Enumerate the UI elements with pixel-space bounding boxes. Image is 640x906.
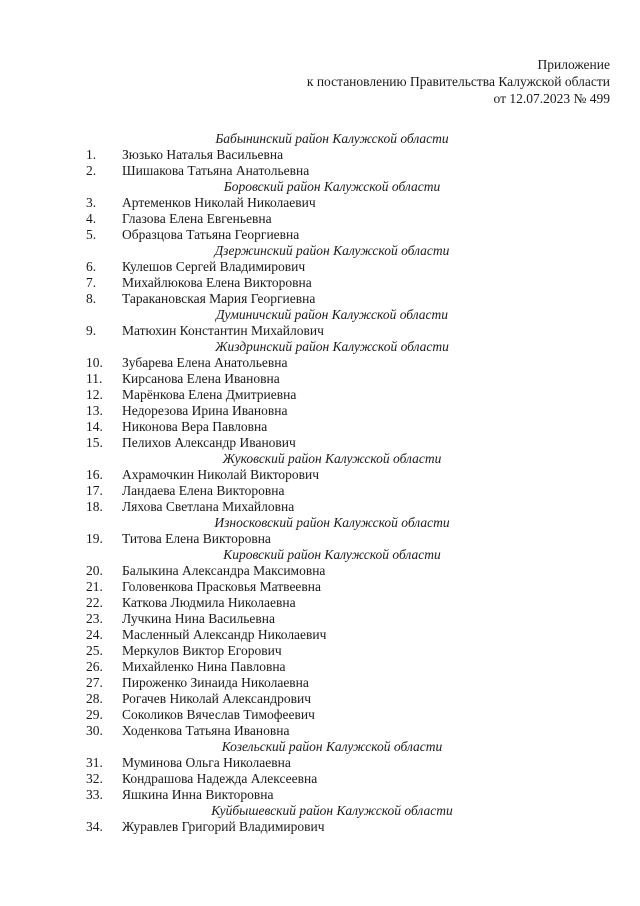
list-item bbox=[0, 147, 640, 163]
item-number: 25. bbox=[86, 643, 103, 658]
appendix-title: Приложение bbox=[537, 57, 610, 72]
district-heading: Жуковский район Калужской области bbox=[222, 451, 442, 466]
person-name: Меркулов Виктор Егорович bbox=[122, 643, 282, 658]
person-name: Артеменков Николай Николаевич bbox=[122, 195, 316, 210]
person-name: Ляхова Светлана Михайловна bbox=[122, 499, 295, 514]
list-item bbox=[0, 643, 640, 659]
item-number: 16. bbox=[86, 467, 103, 482]
list-item bbox=[0, 707, 640, 723]
district-heading: Кировский район Калужской области bbox=[223, 547, 441, 562]
list-item bbox=[0, 819, 640, 835]
list-item bbox=[0, 419, 640, 435]
item-number: 26. bbox=[86, 659, 103, 674]
person-name: Шишакова Татьяна Анатольевна bbox=[122, 163, 310, 178]
item-number: 4. bbox=[86, 211, 97, 226]
person-name: Никонова Вера Павловна bbox=[122, 419, 268, 434]
item-number: 13. bbox=[86, 403, 103, 418]
item-number: 11. bbox=[86, 371, 103, 386]
resolution-reference: к постановлению Правительства Калужской области bbox=[306, 74, 610, 89]
item-number: 22. bbox=[86, 595, 103, 610]
person-name: Каткова Людмила Николаевна bbox=[122, 595, 296, 610]
person-name: Глазова Елена Евгеньевна bbox=[122, 211, 272, 226]
person-name: Матюхин Константин Михайлович bbox=[122, 323, 324, 338]
item-number: 19. bbox=[86, 531, 103, 546]
list-item bbox=[0, 275, 640, 291]
item-number: 28. bbox=[86, 691, 103, 706]
person-name: Зубарева Елена Анатольевна bbox=[122, 355, 288, 370]
list-item bbox=[0, 499, 640, 515]
district-heading: Думиничский район Калужской области bbox=[215, 307, 449, 322]
item-number: 32. bbox=[86, 771, 103, 786]
item-number: 7. bbox=[86, 275, 97, 290]
list-item bbox=[0, 467, 640, 483]
person-name: Михайленко Нина Павловна bbox=[122, 659, 286, 674]
item-number: 23. bbox=[86, 611, 103, 626]
item-number: 30. bbox=[86, 723, 103, 738]
district-heading: Износковский район Калужской области bbox=[214, 515, 450, 530]
list-item bbox=[0, 195, 640, 211]
list-item bbox=[0, 675, 640, 691]
list-item bbox=[0, 227, 640, 243]
list-item bbox=[0, 371, 640, 387]
item-number: 31. bbox=[86, 755, 103, 770]
item-number: 5. bbox=[86, 227, 97, 242]
item-number: 24. bbox=[86, 627, 103, 642]
item-number: 29. bbox=[86, 707, 103, 722]
list-item bbox=[0, 595, 640, 611]
item-number: 1. bbox=[86, 147, 97, 162]
person-name: Лучкина Нина Васильевна bbox=[122, 611, 275, 626]
list-item bbox=[0, 403, 640, 419]
district-heading: Дзержинский район Калужской области bbox=[214, 243, 450, 258]
list-item bbox=[0, 435, 640, 451]
person-name: Пелихов Александр Иванович bbox=[122, 435, 296, 450]
list-item bbox=[0, 291, 640, 307]
person-name: Ходенкова Татьяна Ивановна bbox=[122, 723, 290, 738]
list-item bbox=[0, 627, 640, 643]
item-number: 17. bbox=[86, 483, 103, 498]
district-heading: Бабынинский район Калужской области bbox=[215, 131, 449, 146]
list-item bbox=[0, 755, 640, 771]
person-name: Марёнкова Елена Дмитриевна bbox=[122, 387, 297, 402]
item-number: 34. bbox=[86, 819, 103, 834]
item-number: 2. bbox=[86, 163, 97, 178]
item-number: 10. bbox=[86, 355, 103, 370]
person-name: Михайлюкова Елена Викторовна bbox=[122, 275, 312, 290]
item-number: 3. bbox=[86, 195, 97, 210]
list-item bbox=[0, 323, 640, 339]
list-item bbox=[0, 771, 640, 787]
person-name: Журавлев Григорий Владимирович bbox=[122, 819, 325, 834]
list-item bbox=[0, 787, 640, 803]
item-number: 27. bbox=[86, 675, 103, 690]
item-number: 33. bbox=[86, 787, 103, 802]
list-item bbox=[0, 579, 640, 595]
person-name: Балыкина Александра Максимовна bbox=[122, 563, 326, 578]
person-name: Рогачев Николай Александрович bbox=[122, 691, 312, 706]
list-item bbox=[0, 611, 640, 627]
list-item bbox=[0, 355, 640, 371]
appendix-header bbox=[307, 56, 610, 107]
item-number: 6. bbox=[86, 259, 97, 274]
list-item bbox=[0, 691, 640, 707]
person-name: Кирсанова Елена Ивановна bbox=[122, 371, 280, 386]
person-name: Пироженко Зинаида Николаевна bbox=[122, 675, 309, 690]
person-name: Зюзько Наталья Васильевна bbox=[122, 147, 284, 162]
person-name: Титова Елена Викторовна bbox=[122, 531, 271, 546]
item-number: 20. bbox=[86, 563, 103, 578]
person-name: Масленный Александр Николаевич bbox=[122, 627, 327, 642]
item-number: 8. bbox=[86, 291, 97, 306]
person-name: Соколиков Вячеслав Тимофеевич bbox=[122, 707, 315, 722]
district-list bbox=[0, 131, 640, 835]
list-item bbox=[0, 259, 640, 275]
person-name: Недорезова Ирина Ивановна bbox=[122, 403, 288, 418]
item-number: 18. bbox=[86, 499, 103, 514]
district-heading: Козельский район Калужской области bbox=[221, 739, 443, 754]
list-item bbox=[0, 531, 640, 547]
list-item bbox=[0, 387, 640, 403]
person-name: Таракановская Мария Георгиевна bbox=[122, 291, 316, 306]
list-item bbox=[0, 723, 640, 739]
list-item bbox=[0, 163, 640, 179]
person-name: Образцова Татьяна Георгиевна bbox=[122, 227, 300, 242]
item-number: 21. bbox=[86, 579, 103, 594]
person-name: Головенкова Прасковья Матвеевна bbox=[122, 579, 322, 594]
item-number: 15. bbox=[86, 435, 103, 450]
list-item bbox=[0, 659, 640, 675]
district-heading: Жиздринский район Калужской области bbox=[215, 339, 449, 354]
list-item bbox=[0, 211, 640, 227]
person-name: Ландаева Елена Викторовна bbox=[122, 483, 285, 498]
district-heading: Куйбышевский район Калужской области bbox=[211, 803, 453, 818]
list-item bbox=[0, 483, 640, 499]
person-name: Ахрамочкин Николай Викторович bbox=[122, 467, 320, 482]
person-name: Муминова Ольга Николаевна bbox=[122, 755, 291, 770]
resolution-date-number: от 12.07.2023 № 499 bbox=[493, 91, 610, 106]
person-name: Кондрашова Надежда Алексеевна bbox=[122, 771, 318, 786]
person-name: Яшкина Инна Викторовна bbox=[122, 787, 274, 802]
item-number: 14. bbox=[86, 419, 103, 434]
item-number: 12. bbox=[86, 387, 103, 402]
district-heading: Боровский район Калужской области bbox=[223, 179, 441, 194]
person-name: Кулешов Сергей Владимирович bbox=[122, 259, 306, 274]
item-number: 9. bbox=[86, 323, 97, 338]
list-item bbox=[0, 563, 640, 579]
